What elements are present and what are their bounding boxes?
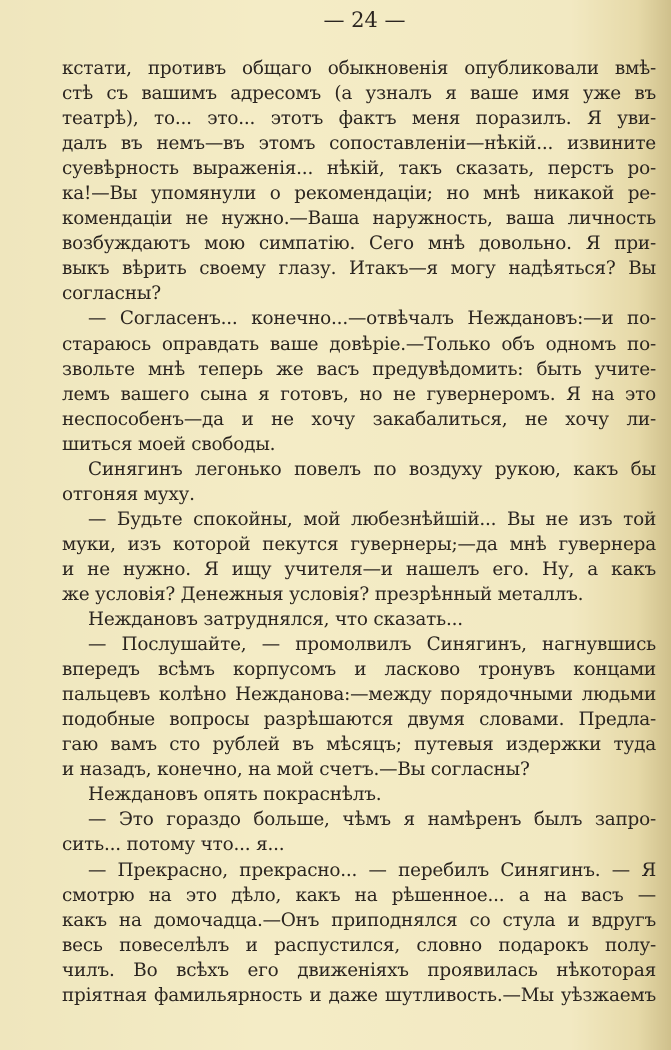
page-body-text [62,56,656,1008]
text-line-content: — Послушайте, — промолвилъ Синягинъ, нагнувшись [88,634,656,656]
text-line [62,181,656,206]
text-line [62,457,656,482]
text-line-content: пріятная фамильярность и даже шутливость.—Мы уѣзжаемъ [62,984,656,1006]
text-line [62,306,656,331]
text-line-content: театрѣ), то... это... этотъ фактъ меня поразилъ. Я уви- [62,108,656,130]
text-line-content: смотрю на это дѣло, какъ на рѣшенное... а на васъ — [62,884,656,906]
text-line [62,557,656,582]
text-line-content: подобные вопросы разрѣшаются двумя словами. Предла- [62,709,656,731]
text-line-content: звольте мнѣ теперь же васъ предувѣдомить: быть учите- [62,358,656,380]
text-line-content: комендаціи не нужно.—Ваша наружность, ваша личность [62,208,656,230]
text-line [62,858,656,883]
text-line [62,983,656,1008]
text-line-content: муки, изъ которой пекутся гувернеры;—да мнѣ гувернера [62,533,656,555]
text-line [62,782,656,807]
text-line [62,156,656,181]
text-line-content: стараюсь оправдать ваше довѣріе.—Только объ одномъ по- [62,333,656,355]
text-line [62,933,656,958]
text-line-content: выкъ вѣрить своему глазу. Итакъ—я могу надѣяться? Вы [62,258,656,280]
text-line-content: шиться моей свободы. [62,433,276,455]
text-line-content: — Будьте спокойны, мой любезнѣйшій... Вы не изъ той [88,508,656,530]
text-line [62,482,656,507]
text-line [62,332,656,357]
text-line-content: стѣ съ вашимъ адресомъ (а узналъ я ваше имя уже въ [62,83,656,105]
text-line-content: чилъ. Во всѣхъ его движеніяхъ проявилась нѣкоторая [62,959,656,981]
text-line [62,883,656,908]
text-line-content: неспособенъ—да и не хочу закабалиться, не хочу ли- [62,408,656,430]
text-line-content: согласны? [62,283,161,305]
text-line-content: — Прекрасно, прекрасно... — перебилъ Синягинъ. — Я [88,859,656,881]
text-line-content: возбуждаютъ мою симпатію. Сего мнѣ довольно. Я при- [62,233,656,255]
text-line-content: какъ на домочадца.—Онъ приподнялся со стула и вдругъ [62,909,656,931]
text-line [62,81,656,106]
text-line [62,908,656,933]
text-line [62,657,656,682]
text-line-content: отгоняя муху. [62,483,195,505]
text-line [62,958,656,983]
text-line-content: ка!—Вы упомянули о рекомендаціи; но мнѣ никакой ре- [62,183,656,205]
text-line [62,382,656,407]
text-line [62,832,656,857]
text-line-content: — Это гораздо больше, чѣмъ я намѣренъ былъ запро- [88,809,656,831]
text-line-content: пальцевъ колѣно Нежданова:—между порядочными людьми [62,684,656,706]
text-line [62,607,656,632]
text-line [62,757,656,782]
text-line [62,357,656,382]
text-line [62,732,656,757]
text-line-content: гаю вамъ сто рублей въ мѣсяцъ; путевыя издержки туда [62,734,656,756]
text-line-content: и назадъ, конечно, на мой счетъ.—Вы согласны? [62,759,530,781]
text-line [62,131,656,156]
text-line [62,106,656,131]
text-line-content: сить... потому что... я... [62,834,285,856]
text-line-content: лемъ вашего сына я готовъ, но не гувернеромъ. Я на это [62,383,656,405]
text-line-content: и не нужно. Я ищу учителя—и нашелъ его. Ну, а какъ [62,558,656,580]
text-line-content: суевѣрность выраженія... нѣкій, такъ сказать, перстъ ро- [62,158,656,180]
text-line [62,206,656,231]
text-line [62,807,656,832]
text-line [62,407,656,432]
text-line-content: Синягинъ легонько повелъ по воздуху рукою, какъ бы [88,458,656,480]
text-line [62,256,656,281]
text-line-content: Неждановъ опять покраснѣлъ. [88,784,382,806]
text-line-content: же условія? Денежныя условія? презрѣнный металлъ. [62,583,584,605]
text-line [62,432,656,457]
text-line [62,56,656,81]
text-line [62,682,656,707]
text-line [62,532,656,557]
text-line [62,231,656,256]
text-line-content: Неждановъ затруднялся, что сказать... [88,609,463,631]
text-line-content: — Согласенъ... конечно...—отвѣчалъ Неждановъ:—и по- [88,308,656,330]
text-line [62,632,656,657]
text-line [62,281,656,306]
text-line-content: кстати, противъ общаго обыкновенія опубликовали вмѣ- [62,58,656,79]
text-line [62,707,656,732]
text-line-content: впередъ всѣмъ корпусомъ и ласково тронувъ концами [62,659,656,681]
text-line [62,507,656,532]
page-number: — 24 — [323,8,406,32]
text-line-content: весь повеселѣлъ и распустился, словно подарокъ полу- [62,934,656,956]
text-line-content: далъ въ немъ—въ этомъ сопоставленіи—нѣкій... извините [62,133,656,155]
text-line [62,582,656,607]
